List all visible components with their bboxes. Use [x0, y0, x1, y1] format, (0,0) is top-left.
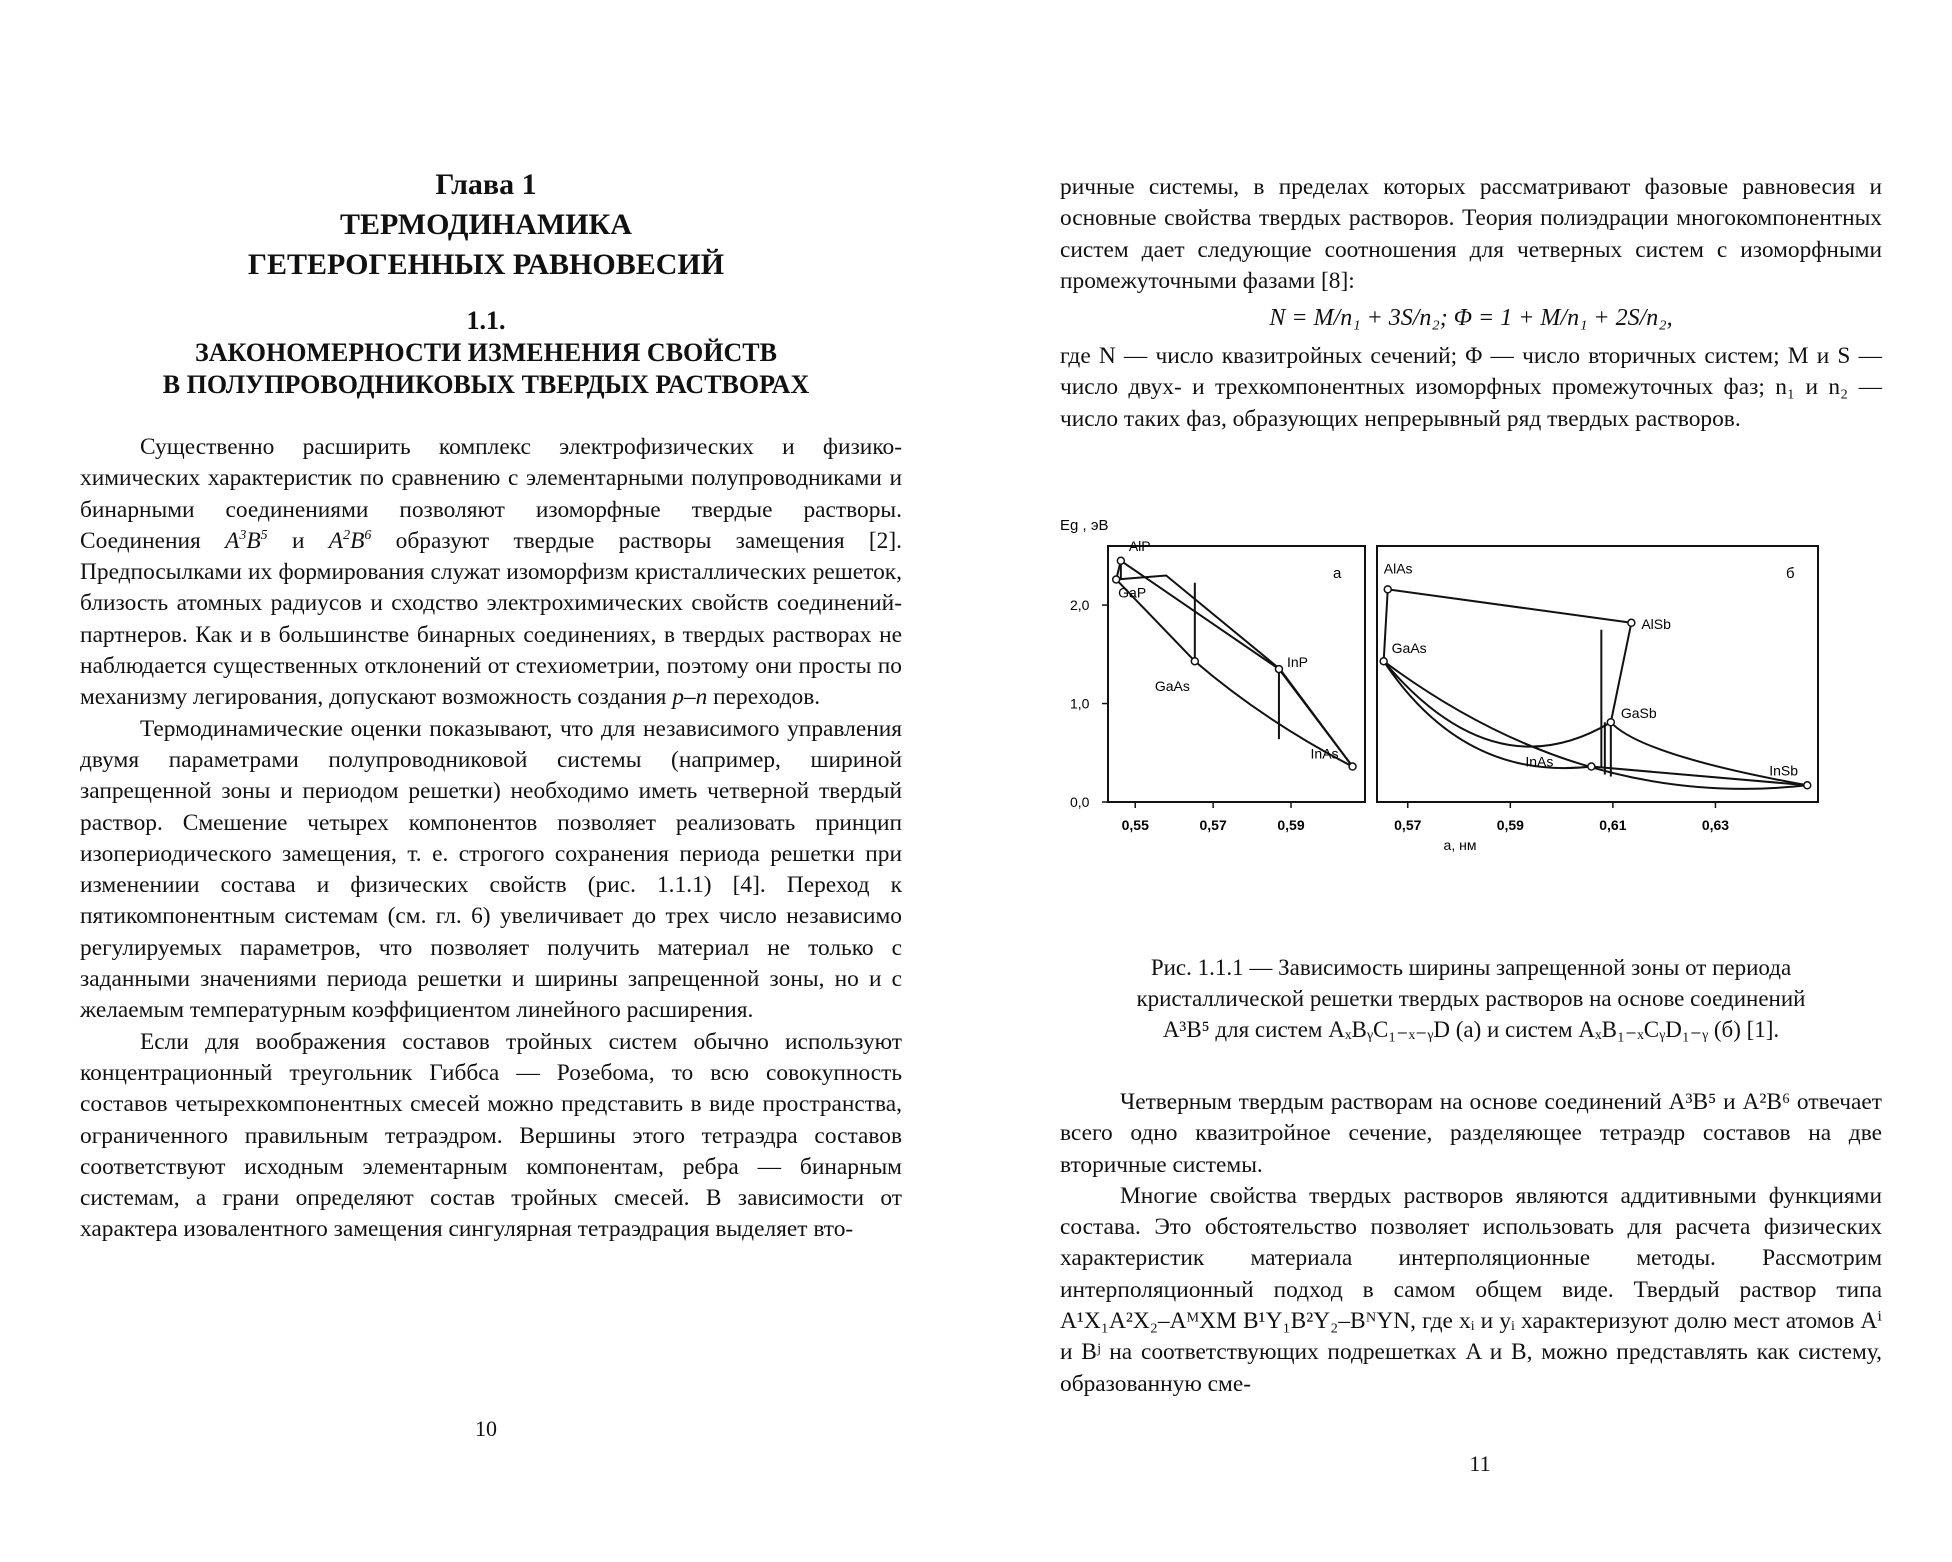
point-gaas [1380, 658, 1387, 665]
x-tick-label: 0,61 [1599, 817, 1627, 833]
page-number-left: 10 [475, 1416, 497, 1441]
point-label-inas: InAs [1525, 753, 1554, 770]
right-body-text-top [1060, 172, 1882, 435]
point-gap [1113, 576, 1120, 583]
paragraph-where: где N — число квазитройных сечений; Φ — число вторичных систем; M и S — число двух- и трехкомпонентных изоморфных промежуточных фаз; n₁ и n₂ — число таких фаз, образующих непрерывный ряд твердых растворов. [1060, 343, 1882, 432]
section-title-line-1: ЗАКОНОМЕРНОСТИ ИЗМЕНЕНИЯ СВОЙСТВ [195, 338, 777, 367]
point-alsb [1628, 619, 1635, 626]
paragraph-1: Существенно расширить комплекс электрофизических и физико-химических характеристик по сравнению с элементарными полупроводниками и бинарными соединениями позволяют изоморфные твердые растворы. Соединения $A^3B^5$ и $A^2B^6$ образуют твердые растворы замещения [2]. Предпосылками их формирования служат изоморфизм кристаллических решеток, близость атомных радиусов и сходство электрохимических свойств соединений-партнеров. Как и в большинстве бинарных соединениях, в твердых растворах не наблюдается существенных отклонений от стехиометрии, поэтому они просты по механизму легирования, допускают возможность создания p–n переходов. [80, 434, 902, 711]
y-tick-label: 0,0 [1070, 794, 1090, 810]
point-label-alas: AlAs [1383, 560, 1413, 577]
point-label-gaas: GaAs [1391, 640, 1427, 657]
point-label-gap: GaP [1118, 584, 1147, 601]
point-label-gasb: GaSb [1620, 705, 1657, 722]
paragraph-continued: ричные системы, в пределах которых рассматривают фазовые равновесия и основные свойства твердых растворов. Теория полиэдрации многокомпонентных систем дает следующие соотношения для четверных систем с изоморфными промежуточными фазами [8]: [1060, 174, 1882, 294]
panel-label: б [1786, 565, 1795, 582]
caption-line-3: A³B⁵ для систем AₓBᵧC₁₋ₓ₋ᵧD (a) и систем AₓB₁₋ₓCᵧD₁₋ᵧ (б) [1]. [1162, 1017, 1780, 1042]
chapter-heading [70, 165, 902, 285]
x-tick-label: 0,59 [1277, 817, 1305, 833]
chapter-title-line-2: ГЕТЕРОГЕННЫХ РАВНОВЕСИЙ [247, 248, 725, 281]
panel-frame [1377, 546, 1818, 802]
bandgap-chart [1060, 512, 1882, 952]
chapter-title-line-1: ТЕРМОДИНАМИКА [340, 208, 632, 241]
paragraph-3: Если для воображения составов тройных систем обычно используют концентрационный треугольник Гиббса — Розебома, то всю совокупность составов четырехкомпонентных смесей можно представить в виде пространства, ограниченного правильным тетраэдром. Вершины этого тетраэдра составов соответствуют исходным элементарным компонентам, ребра — бинарным системам, а грани определяют состав тройных смесей. В зависимости от характера изовалентного замещения сингулярная тетраэдрация выделяет вто- [80, 1028, 902, 1243]
formula-a3b5: $A^3B^5$ [225, 527, 268, 554]
x-tick-label: 0,59 [1496, 817, 1524, 833]
section-title-line-2: В ПОЛУПРОВОДНИКОВЫХ ТВЕРДЫХ РАСТВОРАХ [162, 370, 810, 399]
paragraph-1-text-b: образуют твердые растворы замещения [2]. Предпосылками их формирования служат изоморфизм кристаллических решеток, близость атомных радиусов и сходство электрохимических свойств соединений-партнеров. Как и в большинстве бинарных соединениях, в твердых растворах не наблюдается существенных отклонений от стехиометрии, поэтому они просты по механизму легирования, допускают возможность создания [80, 527, 902, 711]
point-label-gaas: GaAs [1154, 678, 1190, 695]
paragraph-4: Четверным твердым растворам на основе соединений A³B⁵ и A²B⁶ отвечает всего одно квазитройное сечение, разделяющее тетраэдр составов на две вторичные системы. [1060, 1089, 1882, 1178]
figure-1-1-1 [1060, 512, 1882, 952]
x-tick-label: 0,57 [1199, 817, 1227, 833]
caption-line-1: Рис. 1.1.1 — Зависимость ширины запрещенной зоны от периода [1150, 955, 1792, 980]
formula-a2b6: $A^2B^6$ [328, 527, 372, 554]
caption-line-2: кристаллической решетки твердых растворов на основе соединений [1136, 986, 1806, 1011]
point-label-alsb: AlSb [1641, 615, 1671, 632]
section-number: 1.1. [466, 306, 506, 335]
left-page [70, 0, 902, 1562]
chapter-label: Глава 1 [435, 168, 537, 201]
point-insb [1804, 782, 1811, 789]
section-heading [70, 305, 902, 401]
paragraph-1-text-a: Существенно расширить комплекс электрофизических и физико-химических характеристик по сравнению с элементарными полупроводниками и бинарными соединениями позволяют изоморфные твердые растворы. Соединения [80, 434, 902, 554]
point-label-insb: InSb [1769, 762, 1799, 779]
figure-caption [1060, 952, 1882, 1045]
point-label-inas: InAs [1310, 745, 1339, 762]
left-body-text [80, 432, 902, 1246]
paragraph-2: Термодинамические оценки показывают, что для независимого управления двумя параметрами полупроводниковой системы (например, шириной запрещенной зоны и периодом решетки) необходимо иметь четверной твердый раствор. Смешение четырех компонентов позволяет реализовать принцип изопериодического замещения, т. е. строгого сохранения периода решетки при изменениии состава и физических свойств (рис. 1.1.1) [4]. Переход к пятикомпонентным системам (см. гл. 6) увеличивает до трех число независимо регулируемых параметров, что позволяет получить материал не только с заданными значениями периода решетки и ширины запрещенной зоны, но и с желаемым температурным коэффициентом линейного расширения. [80, 715, 902, 1024]
point-gaas [1191, 658, 1198, 665]
panel-frame [1108, 546, 1365, 802]
edge-alas-gaas [1384, 589, 1388, 661]
point-alas [1384, 586, 1391, 593]
pn-junction-term: p–n [672, 684, 708, 711]
edge-alas-alsb [1388, 589, 1632, 622]
paragraph-5: Многие свойства твердых растворов являются аддитивными функциями состава. Это обстоятельство позволяет использовать для расчета физических характеристик материала интерполяционные методы. Рассмотрим интерполяционный подход в самом общем виде. Твердый раствор типа A¹X₁A²X₂–AᴹXM B¹Y₁B²Y₂–BᴺYN, где xᵢ и yᵢ характеризуют долю мест атомов Aⁱ и Bʲ на соответствующих подрешетках A и B, можно представлять как систему, образованную сме- [1060, 1182, 1882, 1397]
polyhedration-formula: N = M/n₁ + 3S/n₂; Φ = 1 + M/n₁ + 2S/n₂, [1269, 305, 1673, 332]
y-tick-label: 1,0 [1070, 695, 1090, 712]
curve-gaas-insb [1384, 661, 1808, 789]
point-alp [1117, 557, 1124, 564]
x-tick-label: 0,55 [1121, 817, 1149, 833]
point-inas [1588, 763, 1595, 770]
x-axis-label: а, нм [1443, 837, 1477, 853]
y-tick-label: 2,0 [1070, 597, 1090, 614]
point-inp [1275, 666, 1282, 673]
curve-gap-inp [1116, 575, 1352, 766]
right-body-text-bottom [1060, 1087, 1882, 1400]
x-tick-label: 0,57 [1394, 817, 1422, 833]
point-label-alp: AlP [1128, 537, 1151, 554]
panel-label: а [1333, 565, 1342, 582]
point-inas [1349, 763, 1356, 770]
y-axis-label: Eg , эВ [1060, 517, 1109, 534]
point-label-inp: InP [1286, 654, 1308, 671]
point-gasb [1607, 719, 1614, 726]
right-page [1060, 0, 1882, 1562]
x-tick-label: 0,63 [1701, 817, 1730, 833]
page-number-right: 11 [1469, 1451, 1491, 1476]
